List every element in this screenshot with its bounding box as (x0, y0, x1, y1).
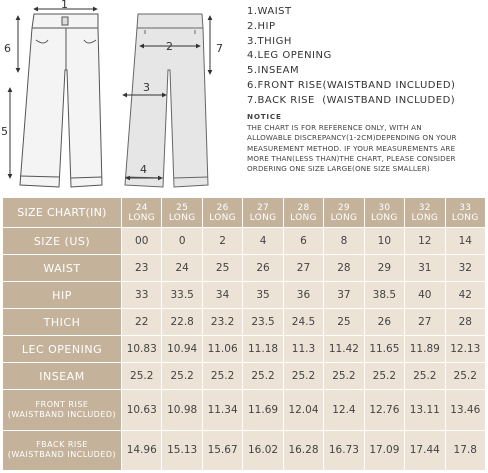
table-cell: 12.76 (364, 390, 404, 431)
row-label (3, 255, 122, 282)
table-cell: 26 (364, 309, 404, 336)
table-cell: 2 (202, 228, 242, 255)
table-cell: 33.5 (162, 282, 202, 309)
table-cell: 12.4 (324, 390, 364, 431)
table-cell: 27 (283, 255, 323, 282)
table-cell: 0 (162, 228, 202, 255)
table-cell: 10.94 (162, 336, 202, 363)
table-cell: 25.2 (162, 363, 202, 390)
row-label (3, 309, 122, 336)
table-cell: 12.04 (283, 390, 323, 431)
size-column-header (364, 198, 404, 228)
table-cell: 36 (283, 282, 323, 309)
header-label: SIZE CHART(IN) (3, 198, 122, 228)
table-cell: 17.8 (445, 430, 486, 471)
table-cell: 25.2 (202, 363, 242, 390)
table-cell: 16.28 (283, 430, 323, 471)
table-cell: 25.2 (324, 363, 364, 390)
notice-line: THE CHART IS FOR REFERENCE ONLY, WITH AN (247, 123, 422, 133)
notice-line: MEASUREMENT METHOD. IF YOUR MEASUREMENTS ARE (247, 143, 456, 153)
size-column-header-line: LONG (168, 212, 196, 223)
table-cell: 16.02 (243, 430, 283, 471)
row-label-line: FBACK RISE (36, 440, 88, 450)
table-cell: 11.69 (243, 390, 283, 431)
front-pants-icon (20, 14, 102, 187)
label-4: 4 (140, 163, 147, 176)
table-cell: 33 (122, 282, 162, 309)
table-cell: 13.46 (445, 390, 486, 431)
table-cell: 10.83 (122, 336, 162, 363)
size-column-header-line: LONG (330, 212, 358, 223)
table-cell: 11.65 (364, 336, 404, 363)
notice-title: NOTICE (247, 112, 282, 121)
table-cell: 17.44 (405, 430, 445, 471)
label-7: 7 (216, 42, 223, 55)
row-label (3, 282, 122, 309)
notice-line: ALLOWABLE DISCREPANCY(1-2CM)DEPENDING ON YOUR (247, 133, 457, 143)
legend-item: 5.INSEAM (247, 65, 300, 77)
table-cell: 25 (202, 255, 242, 282)
size-column-header-line: 25 (176, 202, 189, 213)
table-cell: 00 (122, 228, 162, 255)
table-cell: 11.18 (243, 336, 283, 363)
label-2: 2 (166, 40, 173, 53)
legend-item: 1.WAIST (247, 6, 292, 17)
size-column-header-line: LONG (371, 212, 398, 223)
table-cell: 38.5 (364, 282, 404, 309)
table-cell: 11.3 (283, 336, 323, 363)
table-cell: 11.89 (405, 336, 445, 363)
table-cell: 40 (405, 282, 445, 309)
size-column-header-line: LONG (411, 212, 439, 223)
size-column-header-line: 26 (216, 202, 229, 213)
label-5: 5 (1, 125, 8, 138)
table-cell: 23.5 (243, 309, 283, 336)
size-column-header-line: LONG (249, 212, 277, 223)
table-cell: 23.2 (202, 309, 242, 336)
table-row (3, 390, 486, 431)
table-cell: 8 (324, 228, 364, 255)
row-label-line: FRONT RISE (35, 399, 89, 409)
row-label (3, 430, 122, 471)
table-cell: 25.2 (122, 363, 162, 390)
size-column-header-line: 28 (297, 202, 310, 213)
table-cell: 10 (364, 228, 404, 255)
table-cell: 22 (122, 309, 162, 336)
table-cell: 11.42 (324, 336, 364, 363)
table-cell: 27 (405, 309, 445, 336)
table-cell: 13.11 (405, 390, 445, 431)
pants-diagram (0, 0, 240, 195)
table-cell: 26 (243, 255, 283, 282)
size-column-header (283, 198, 323, 228)
size-chart-table (2, 197, 486, 471)
table-cell: 14.96 (122, 430, 162, 471)
size-column-header-line: LONG (209, 212, 236, 223)
table-cell: 4 (243, 228, 283, 255)
label-3: 3 (143, 81, 150, 94)
table-cell: 24 (162, 255, 202, 282)
row-label-line: THICH (43, 315, 81, 329)
size-column-header-line: LONG (128, 212, 156, 223)
table-cell: 42 (445, 282, 486, 309)
legend-item: 7.BACK RISE (WAISTBAND INCLUDED) (247, 94, 456, 106)
measurement-diagram-area (0, 0, 488, 195)
legend-item: 3.THIGH (247, 35, 292, 47)
table-row (3, 228, 486, 255)
size-column-header-line: 32 (418, 202, 431, 213)
table-cell: 22.8 (162, 309, 202, 336)
legend-item: 6.FRONT RISE(WAISTBAND INCLUDED) (247, 79, 456, 91)
table-cell: 15.13 (162, 430, 202, 471)
row-label-line: (WAISTBAND INCLUDED) (7, 409, 117, 419)
size-column-header (202, 198, 242, 228)
size-column-header (445, 198, 486, 228)
header-row (3, 198, 486, 228)
row-label (3, 363, 122, 390)
row-label-line: INSEAM (39, 369, 85, 383)
size-column-header (122, 198, 162, 228)
legend-item: 4.LEG OPENING (247, 50, 332, 62)
table-cell: 32 (445, 255, 486, 282)
table-cell: 17.09 (364, 430, 404, 471)
table-cell: 10.63 (122, 390, 162, 431)
row-label-line: HIP (52, 288, 72, 302)
table-cell: 25.2 (445, 363, 486, 390)
label-1: 1 (61, 0, 68, 11)
label-6: 6 (4, 42, 11, 55)
table-cell: 6 (283, 228, 323, 255)
size-column-header-line: 29 (337, 202, 350, 213)
table-row (3, 282, 486, 309)
notice-line: ORDERING ONE SIZE LARGE(ONE SIZE SMALLER) (247, 164, 430, 174)
table-cell: 15.67 (202, 430, 242, 471)
table-cell: 29 (364, 255, 404, 282)
size-column-header-line: 24 (135, 202, 148, 213)
size-chart (2, 197, 486, 471)
size-column-header-line: LONG (290, 212, 317, 223)
size-column-header (405, 198, 445, 228)
table-cell: 28 (324, 255, 364, 282)
row-label (3, 390, 122, 431)
row-label-line: WAIST (43, 261, 81, 275)
table-cell: 12.13 (445, 336, 486, 363)
table-cell: 11.34 (202, 390, 242, 431)
table-row (3, 336, 486, 363)
table-cell: 14 (445, 228, 486, 255)
table-cell: 16.73 (324, 430, 364, 471)
measurement-legend (247, 5, 455, 109)
row-label-line: (WAISTBAND INCLUDED) (7, 450, 117, 460)
row-label-line: SIZE (US) (33, 234, 91, 248)
table-row (3, 309, 486, 336)
table-row (3, 255, 486, 282)
table-cell: 28 (445, 309, 486, 336)
table-row (3, 430, 486, 471)
row-label-line: LEC OPENING (21, 342, 103, 356)
table-cell: 10.98 (162, 390, 202, 431)
size-column-header-line: 27 (257, 202, 270, 213)
row-label (3, 228, 122, 255)
notice-block (247, 112, 485, 174)
table-cell: 24.5 (283, 309, 323, 336)
table-cell: 35 (243, 282, 283, 309)
table-cell: 25.2 (364, 363, 404, 390)
table-cell: 34 (202, 282, 242, 309)
table-cell: 12 (405, 228, 445, 255)
size-column-header-line: LONG (451, 212, 479, 223)
size-column-header (243, 198, 283, 228)
table-cell: 25 (324, 309, 364, 336)
table-cell: 25.2 (243, 363, 283, 390)
table-cell: 23 (122, 255, 162, 282)
table-cell: 37 (324, 282, 364, 309)
table-cell: 31 (405, 255, 445, 282)
size-column-header (162, 198, 202, 228)
size-column-header-line: 33 (459, 202, 472, 213)
table-row (3, 363, 486, 390)
row-label (3, 336, 122, 363)
legend-item: 2.HIP (247, 20, 276, 32)
table-cell: 11.06 (202, 336, 242, 363)
table-cell: 25.2 (283, 363, 323, 390)
table-cell: 25.2 (405, 363, 445, 390)
notice-line: MORE THAN(LESS THAN)THE CHART, PLEASE CONSIDER (247, 153, 456, 163)
size-column-header-line: 30 (378, 202, 391, 213)
size-column-header (324, 198, 364, 228)
